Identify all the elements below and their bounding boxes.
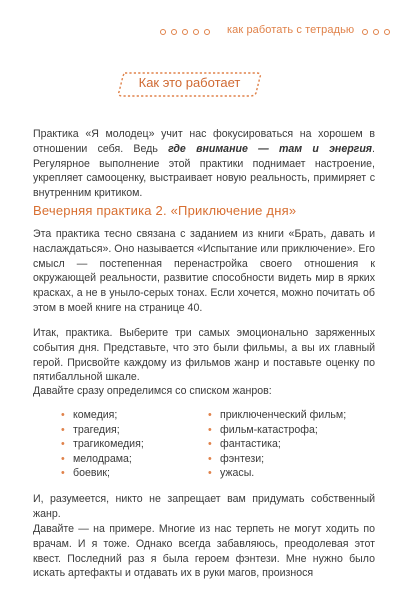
circle-icon	[182, 29, 188, 35]
section-heading: Вечерняя практика 2. «Приключение дня»	[33, 203, 297, 218]
circle-icon	[171, 29, 177, 35]
circle-icon	[362, 29, 368, 35]
list-item: • комедия;	[59, 408, 144, 423]
paragraph-practice-intro: Эта практика тесно связана с заданием из книги «Брать, давать и наслаждаться». Оно называется «Испытание или приключение». Его смысл — постепенная перенастройка своего отношения к окружающей реальности, развитие способности видеть мир в ярких красках, а не в уныло-серых тонах. Если хочется, можно почитать об этом в моей книге на странице 40.	[33, 228, 375, 314]
circle-icon	[384, 29, 390, 35]
list-item: • фильм-катастрофа;	[206, 423, 346, 438]
paragraph-practice-steps: Итак, практика. Выберите три самых эмоционально заряженных события дня. Представьте, что это были фильмы, а вы их главный герой. Присвойте каждому из фильмов жанр и поставьте оценку по пятибалльной шкале.	[33, 327, 375, 384]
running-title: как работать с тетрадью	[227, 24, 355, 36]
genre-list-left	[59, 408, 144, 481]
list-item: • мелодрама;	[59, 452, 144, 467]
intro-paragraph	[33, 127, 375, 201]
section-badge	[117, 70, 262, 98]
circle-icon	[373, 29, 379, 35]
circle-icon	[193, 29, 199, 35]
badge-label: Как это работает	[138, 75, 241, 90]
paragraph-own-genre: И, разумеется, никто не запрещает вам придумать собственный жанр.	[33, 493, 375, 520]
intro-text-end: . Регулярное выполнение этой практики поднимает настроение, укрепляет самооценку, выстраивает новую реальность, примиряет с внутренним критиком.	[33, 142, 375, 200]
paragraph-example: Давайте — на примере. Многие из нас терпеть не могут ходить по врачам. И я тоже. Однако всегда забавляюсь, преодолевая этот квест. Последний раз я была героем фэнтези. Мне нужно было искать артефакты и отдавать их в руки магов, произнося	[33, 523, 375, 580]
genre-list-right	[206, 408, 346, 481]
list-item: • боевик;	[59, 466, 144, 481]
decorative-dots-left	[160, 29, 210, 35]
page-header	[0, 0, 400, 60]
list-item: • трагикомедия;	[59, 437, 144, 452]
decorative-dots-right	[362, 29, 390, 35]
circle-icon	[204, 29, 210, 35]
list-item: • ужасы.	[206, 466, 346, 481]
list-item: • фэнтези;	[206, 452, 346, 467]
intro-text-start: Практика «Я молодец» учит нас фокусироваться на хорошем в отношении себя. Ведь	[33, 128, 375, 155]
intro-emphasis: где внимание — там и энергия	[168, 142, 373, 155]
list-item: • приключенческий фильм;	[206, 408, 346, 423]
list-item: • фантастика;	[206, 437, 346, 452]
circle-icon	[160, 29, 166, 35]
paragraph-genres-lead: Давайте сразу определимся со списком жанров:	[33, 385, 272, 397]
list-item: • трагедия;	[59, 423, 144, 438]
